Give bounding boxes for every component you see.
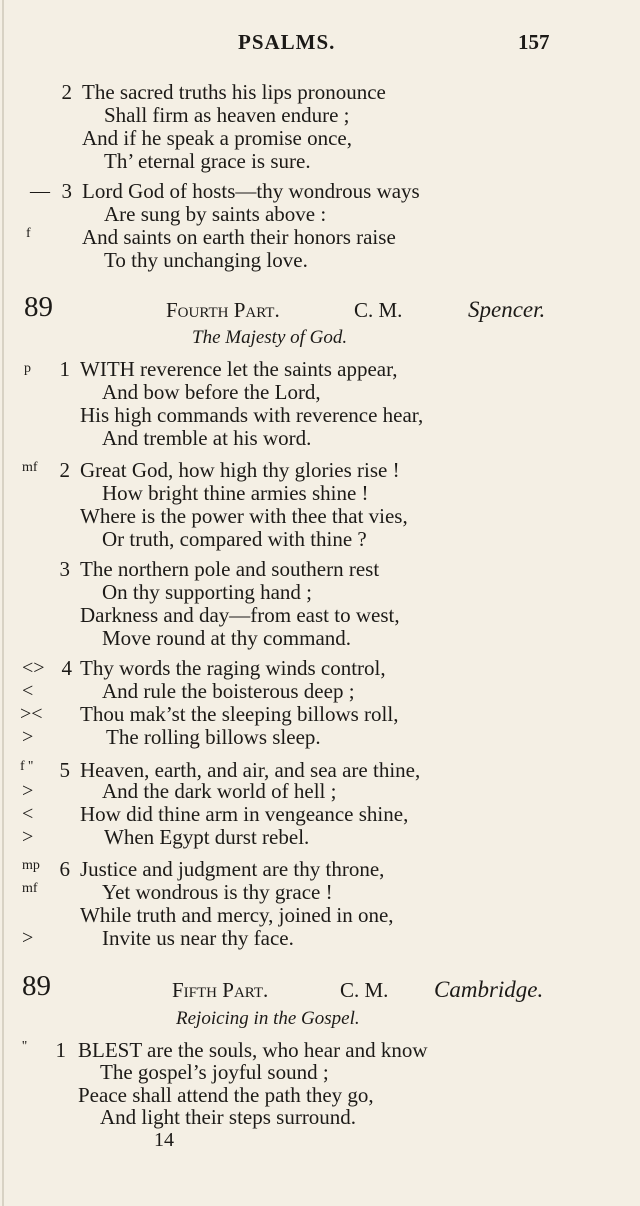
- part-title: Fifth Part.: [172, 978, 269, 1002]
- verse-number: 1: [55, 1038, 66, 1062]
- verse-number: 2: [59, 458, 70, 482]
- verse-line: The rolling billows sleep.: [106, 725, 321, 749]
- running-head: PSALMS.: [238, 30, 336, 54]
- verse-line: How bright thine armies shine !: [102, 481, 369, 505]
- dynamic-mark: f '': [20, 759, 34, 774]
- verse-line: Where is the power with thee that vies,: [80, 504, 408, 528]
- dynamic-mark: '': [22, 1039, 28, 1054]
- verse-line: When Egypt durst rebel.: [104, 825, 310, 849]
- verse-line: WITH reverence let the saints appear,: [80, 357, 398, 381]
- dynamic-mark: mf: [22, 881, 38, 896]
- verse-line: Thou mak’st the sleeping billows roll,: [80, 702, 399, 726]
- verse-line: And the dark world of hell ;: [102, 779, 337, 803]
- verse-line: Invite us near thy face.: [102, 926, 294, 950]
- verse-line: Justice and judgment are thy throne,: [80, 857, 385, 881]
- verse-line: Th’ eternal grace is sure.: [104, 149, 311, 173]
- dynamic-mark: mp: [22, 858, 40, 873]
- dynamic-mark: <: [22, 803, 34, 825]
- verse-line: Great God, how high thy glories rise !: [80, 458, 400, 482]
- verse-line: And light their steps surround.: [100, 1105, 357, 1129]
- tune-name: Cambridge.: [434, 977, 544, 1002]
- verse-line: And rule the boisterous deep ;: [102, 679, 355, 703]
- verse-line: The gospel’s joyful sound ;: [100, 1060, 329, 1084]
- dynamic-mark: mf: [22, 460, 38, 475]
- dynamic-mark: >: [22, 726, 34, 748]
- verse-line: Thy words the raging winds control,: [80, 656, 386, 680]
- page-number: 157: [518, 30, 550, 54]
- verse-number: 1: [59, 357, 70, 381]
- signature-mark: 14: [154, 1129, 174, 1151]
- dynamic-mark: >: [22, 927, 34, 949]
- verse-line: The northern pole and southern rest: [80, 557, 380, 581]
- dynamic-mark: >: [22, 780, 34, 802]
- dynamic-mark: p: [24, 361, 31, 376]
- meter: C. M.: [340, 978, 389, 1002]
- dynamic-mark: >: [22, 826, 34, 848]
- dynamic-mark: f: [26, 226, 31, 241]
- verse-line: Or truth, compared with thine ?: [102, 527, 367, 551]
- verse-line: Are sung by saints above :: [104, 202, 327, 226]
- verse-line: And saints on earth their honors raise: [82, 225, 396, 249]
- dynamic-mark: ><: [20, 703, 43, 725]
- tune-name: Spencer.: [468, 297, 546, 322]
- dynamic-mark: <: [22, 680, 34, 702]
- verse-line: Darkness and day—from east to west,: [80, 603, 400, 627]
- verse-number: 6: [59, 857, 70, 881]
- verse-line: And tremble at his word.: [102, 426, 312, 450]
- verse-line: The sacred truths his lips pronounce: [82, 80, 386, 104]
- verse-line: Shall firm as heaven endure ;: [104, 103, 350, 127]
- verse-line: And if he speak a promise once,: [82, 126, 352, 150]
- dynamic-mark: <>: [22, 657, 45, 679]
- part-title: Fourth Part.: [166, 298, 280, 322]
- hymn-number: 89: [24, 291, 53, 323]
- dash-mark: —: [30, 180, 50, 202]
- verse-line: BLEST are the souls, who hear and know: [78, 1038, 428, 1062]
- verse-line: On thy supporting hand ;: [102, 580, 312, 604]
- verse-line: Yet wondrous is thy grace !: [102, 880, 333, 904]
- verse-line: To thy unchanging love.: [104, 248, 308, 272]
- verse-line: While truth and mercy, joined in one,: [80, 903, 394, 927]
- verse-number: 3: [61, 179, 72, 203]
- verse-number: 2: [61, 80, 72, 104]
- verse-line: Move round at thy command.: [102, 626, 352, 650]
- verse-number: 5: [59, 758, 70, 782]
- page-edge: [2, 0, 4, 1206]
- verse-line: Peace shall attend the path they go,: [78, 1083, 374, 1107]
- meter: C. M.: [354, 298, 403, 322]
- verse-line: Lord God of hosts—thy wondrous ways: [82, 179, 420, 203]
- verse-line: Heaven, earth, and air, and sea are thine,: [80, 758, 421, 782]
- verse-line: How did thine arm in vengeance shine,: [80, 802, 409, 826]
- hymn-number: 89: [22, 970, 51, 1002]
- verse-line: His high commands with reverence hear,: [80, 403, 424, 427]
- hymn-subtitle: Rejoicing in the Gospel.: [176, 1008, 360, 1029]
- verse-number: 4: [61, 656, 72, 680]
- verse-number: 3: [59, 557, 70, 581]
- verse-line: And bow before the Lord,: [102, 380, 321, 404]
- hymn-subtitle: The Majesty of God.: [192, 327, 348, 348]
